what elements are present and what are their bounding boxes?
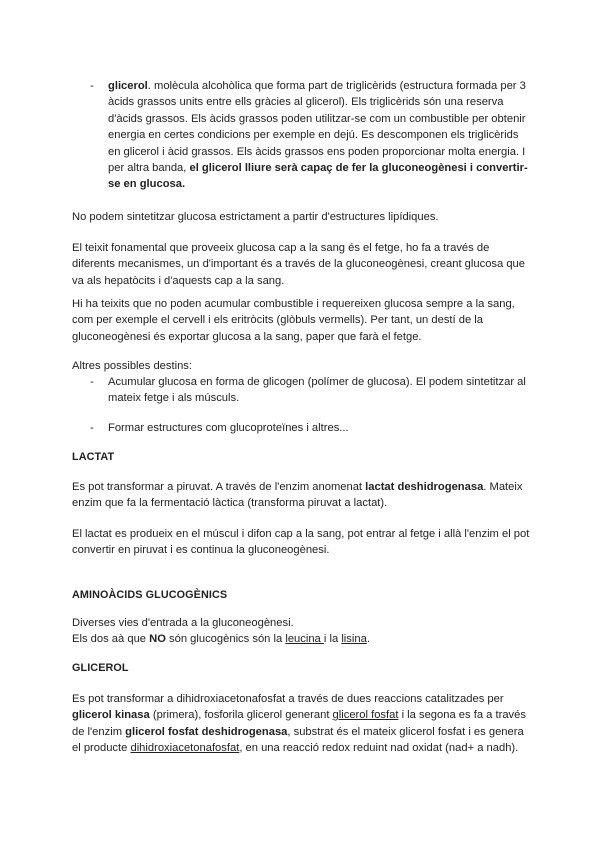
bullet-text: Acumular glucosa en forma de glicogen (polímer de glucosa). El podem sintetitzar al mateix fetge i als músculs. (108, 376, 526, 405)
heading-aminoacids: AMINOÀCIDS GLUCOGÈNICS (72, 589, 228, 601)
heading-glicerol: GLICEROL (72, 662, 129, 674)
bullet-text: Formar estructures com glucoproteïnes i altres... (108, 422, 349, 434)
bold-text: glicerol kinasa (72, 709, 150, 722)
list-item-glicerol (90, 78, 532, 193)
paragraph-lactat-2: El lactat es produeix en el múscul i difon cap a la sang, pot entrar al fetge i allà l'enzim el pot convertir en piruvat i es continua la gluconeogènesi. (72, 528, 530, 557)
paragraph-teixits: Hi ha teixits que no poden acumular combustible i requereixen glucosa sempre a la sang, com per exemple el cervell i els eritròcits (glòbuls vermells). Per tant, un destí de la gluconeogènesi és exportar glucosa a la sang, paper que farà el fetge. (72, 298, 515, 343)
list-item (90, 420, 532, 436)
paragraph-aminoacids: Diverses vies d'entrada a la gluconeogènesi. Els dos aà que NO són glucogènics són la leucina i la lisina. (72, 617, 370, 646)
bold-text: NO (149, 633, 166, 646)
bullet-text: glicerol. molècula alcohòlica que forma part de triglicèrids (estructura formada per 3 àcids grassos units entre ells gràcies al glicerol). Els triglicèrids són una reserva d'àcids grassos. Els àcids grassos poden utilitzar-se com un combustible per obtenir energia en certes condicions per exemple en dejú. Es descomponen els triglicèrids en glicerol i àcid grassos. Els àcids grassos ens poden proporcionar molta energia. I per altra banda, el glicerol lliure serà capaç de fer la gluconeogènesi i convertir-se en glucosa. (108, 80, 528, 191)
underlined-text: dihidroxiacetonafosfat (130, 742, 240, 755)
underlined-text: glicerol fosfat (332, 709, 399, 722)
heading-lactat: LACTAT (72, 451, 115, 463)
paragraph-glicerol: Es pot transformar a dihidroxiacetonafosfat a través de dues reaccions catalitzades per glicerol kinasa (primera), fosforila glicerol generant glicerol fosfat i la segona es fa a través de l'enzim glicerol fosfat deshidrogenasa, substrat és el mateix glicerol fosfat i es genera el producte dihidroxiacetonafosfat, en una reacció redox reduint nad oxidat (nad+ a nadh). (72, 693, 526, 755)
underlined-text: lisina (341, 633, 367, 646)
bold-text: lactat deshidrogenasa (365, 481, 484, 493)
bold-term: glicerol (108, 80, 148, 92)
paragraph-lipid: No podem sintetitzar glucosa estrictament a partir d'estructures lipídiques. (72, 211, 439, 223)
list-item (90, 374, 532, 407)
paragraph-lactat-1: Es pot transformar a piruvat. A través de l'enzim anomenat lactat deshidrogenasa. Mateix enzim que fa la fermentació làctica (transforma piruvat a lactat). (72, 481, 523, 510)
paragraph-fetge: El teixit fonamental que proveeix glucosa cap a la sang és el fetge, ho fa a través de diferents mecanismes, un d'important és a través de la gluconeogènesi, creant glucosa que va als hepatòcits i d'aquests cap a la sang. (72, 242, 526, 287)
underlined-text: leucina (285, 633, 324, 646)
bullet-dash: - (90, 80, 94, 92)
bullet-dash: - (90, 376, 94, 388)
bold-text: glicerol fosfat deshidrogenasa (125, 725, 288, 738)
bullet-dash: - (90, 422, 94, 434)
bold-text: el glicerol lliure serà capaç de fer la gluconeogènesi i convertir-se en glucosa. (108, 162, 528, 191)
paragraph-destins-intro: Altres possibles destins: (72, 360, 193, 372)
